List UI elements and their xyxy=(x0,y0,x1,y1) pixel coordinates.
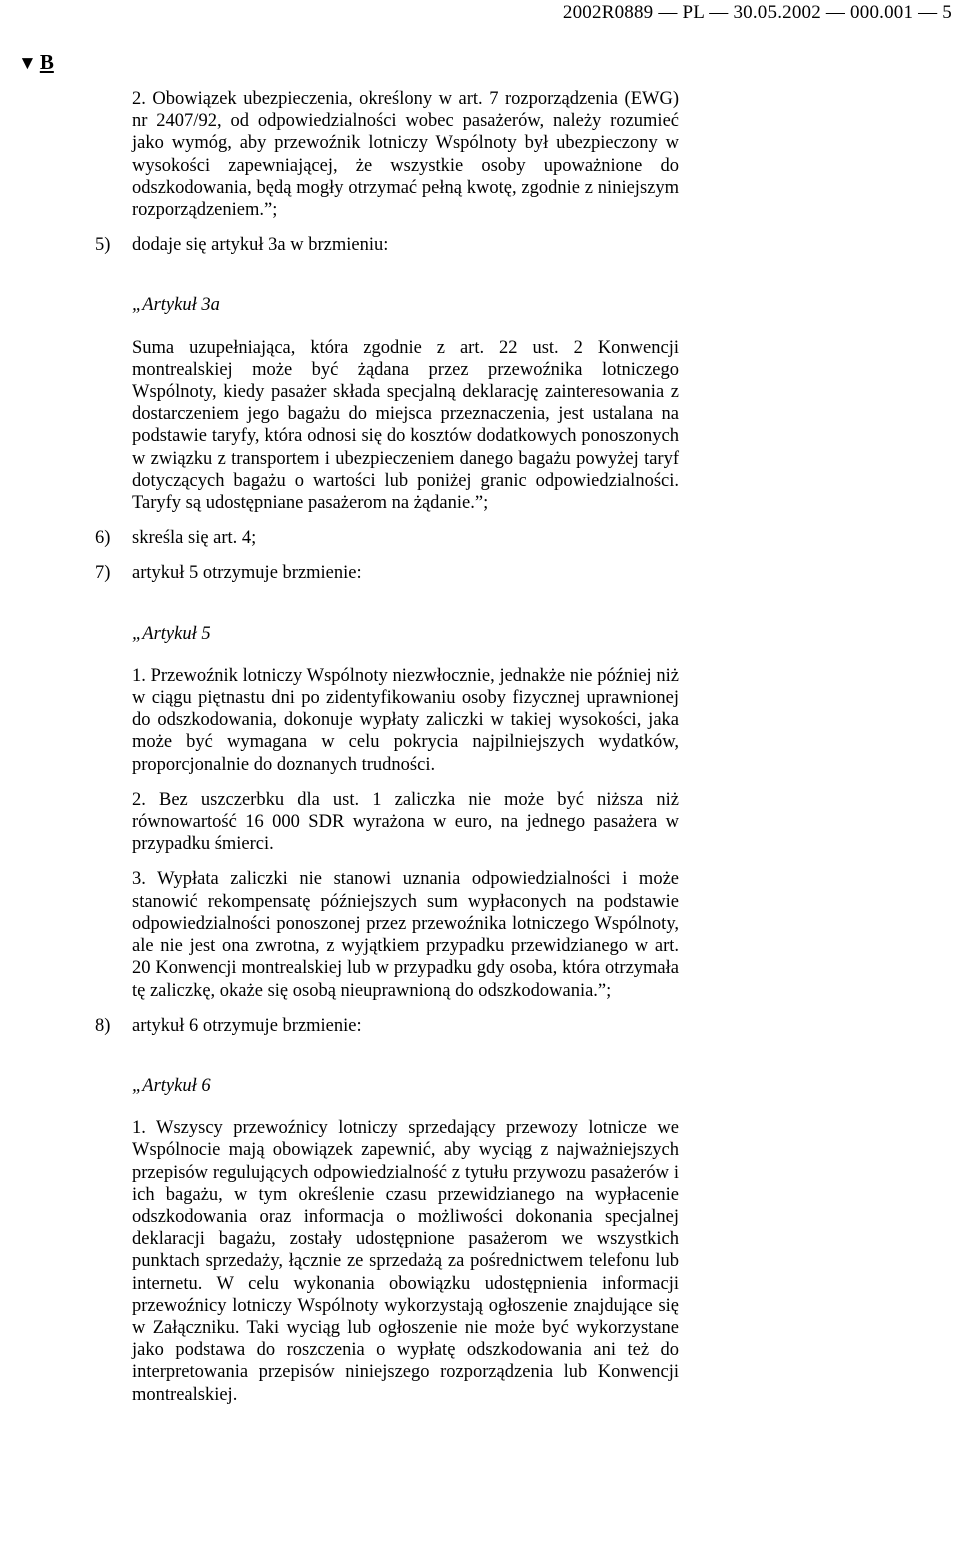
amendment-marker xyxy=(18,50,54,75)
document-reference-header: 2002R0889 — PL — 30.05.2002 — 000.001 — 5 xyxy=(562,2,952,23)
article-5-heading: „Artykuł 5 xyxy=(132,623,211,644)
triangle-down-icon: ▼ xyxy=(18,53,37,74)
list-item-8 xyxy=(95,1015,679,1037)
list-item-5 xyxy=(95,234,679,256)
article-6-paragraph-1: 1. Wszyscy przewoźnicy lotniczy sprzedający przewozy lotnicze we Wspólnocie mają obowiązek zapewnić, aby wyciąg z najważniejszych przepisów regulujących odpowiedzialność z tytułu przywozu pasażerów i ich bagażu, w tym określenie czasu przewidzianego na wypłacenie odszkodowania oraz informacja o możliwości dokonania specjalnej deklaracji bagażu, zostały udostępnione pasażerom we wszystkich punktach sprzedaży, łącznie ze sprzedażą za pośrednictwem telefonu lub internetu. W celu wykonania obowiązku udostępnienia informacji przewoźnicy lotniczy Wspólnoty wykorzystają ogłoszenie znajdujące się w Załączniku. Taki wyciąg lub ogłoszenie nie może być wykorzystane jako podstawa do roszczenia o wypłatę odszkodowania ani też do interpretowania przepisów niniejszego rozporządzenia lub Konwencji montrealskiej. xyxy=(132,1118,679,1405)
paragraph-art4-2: 2. Obowiązek ubezpieczenia, określony w art. 7 rozporządzenia (EWG) nr 2407/92, od odpowiedzialności wobec pasażerów, należy rozumieć jako wymóg, aby przewoźnik lotniczy Wspólnoty był ubezpieczony w wysokości zapewniającej, że wszystkie osoby upoważnione do odszkodowania, będą mogły otrzymać pełną kwotę, zgodnie z niniejszym rozporządzeniem.”; xyxy=(132,89,679,221)
list-item-7 xyxy=(95,562,679,584)
article-3a-text: Suma uzupełniająca, która zgodnie z art. 22 ust. 2 Konwencji montrealskiej może być żądana przez przewoźnika lotniczego Wspólnoty, kiedy pasażer składa specjalną deklarację zainteresowania z dostarczeniem jego bagażu do miejsca przeznaczenia, jest ustalana na podstawie taryfy, która odnosi się do kosztów dodatkowych ponoszonych w związku z transportem i ubezpieczeniem danego bagażu powyżej taryf dotyczących bagażu o wartości lub poniżej granic odpowiedzialności. Taryfy są udostępniane pasażerom na żądanie.”; xyxy=(132,337,679,514)
list-item-number: 5) xyxy=(95,235,111,256)
article-6-heading: „Artykuł 6 xyxy=(132,1075,211,1096)
list-item-text: artykuł 6 otrzymuje brzmienie: xyxy=(132,1015,362,1036)
list-item-number: 6) xyxy=(95,528,111,549)
article-5-paragraph-3: 3. Wypłata zaliczki nie stanowi uznania odpowiedzialności i może stanowić rekompensatę późniejszych sum wypłaconych na podstawie odpowiedzialności ponoszonej przez przewoźnika lotniczego Wspólnoty, ale nie jest ona zwrotna, z wyjątkiem przypadku przewidzianego w art. 20 Konwencji montrealskiej lub w przypadku gdy osoba, która otrzymała tę zaliczkę, okaże się osobą nieuprawnioną do odszkodowania.”; xyxy=(132,869,679,1001)
article-5-paragraph-2: 2. Bez uszczerbku dla ust. 1 zaliczka nie może być niższa niż równowartość 16 000 SDR wyrażona w euro, na jednego pasażera w przypadku śmierci. xyxy=(132,789,679,855)
list-item-number: 8) xyxy=(95,1015,111,1036)
article-3a-heading: „Artykuł 3a xyxy=(132,295,220,316)
amendment-marker-letter: B xyxy=(39,50,54,74)
article-5-paragraph-1: 1. Przewoźnik lotniczy Wspólnoty niezwłocznie, jednakże nie później niż w ciągu piętnastu dni po zidentyfikowaniu osoby fizycznej uprawnionej do odszkodowania, dokonuje wypłaty zaliczki w takiej wysokości, jaka może być wymagana w celu pokrycia najpilniejszych wydatków, proporcjonalnie do doznanych trudności. xyxy=(132,665,679,775)
list-item-text: skreśla się art. 4; xyxy=(132,528,257,549)
list-item-6 xyxy=(95,527,679,549)
document-body xyxy=(95,88,679,1406)
list-item-number: 7) xyxy=(95,563,111,584)
list-item-text: artykuł 5 otrzymuje brzmienie: xyxy=(132,563,362,584)
list-item-text: dodaje się artykuł 3a w brzmieniu: xyxy=(132,235,389,256)
